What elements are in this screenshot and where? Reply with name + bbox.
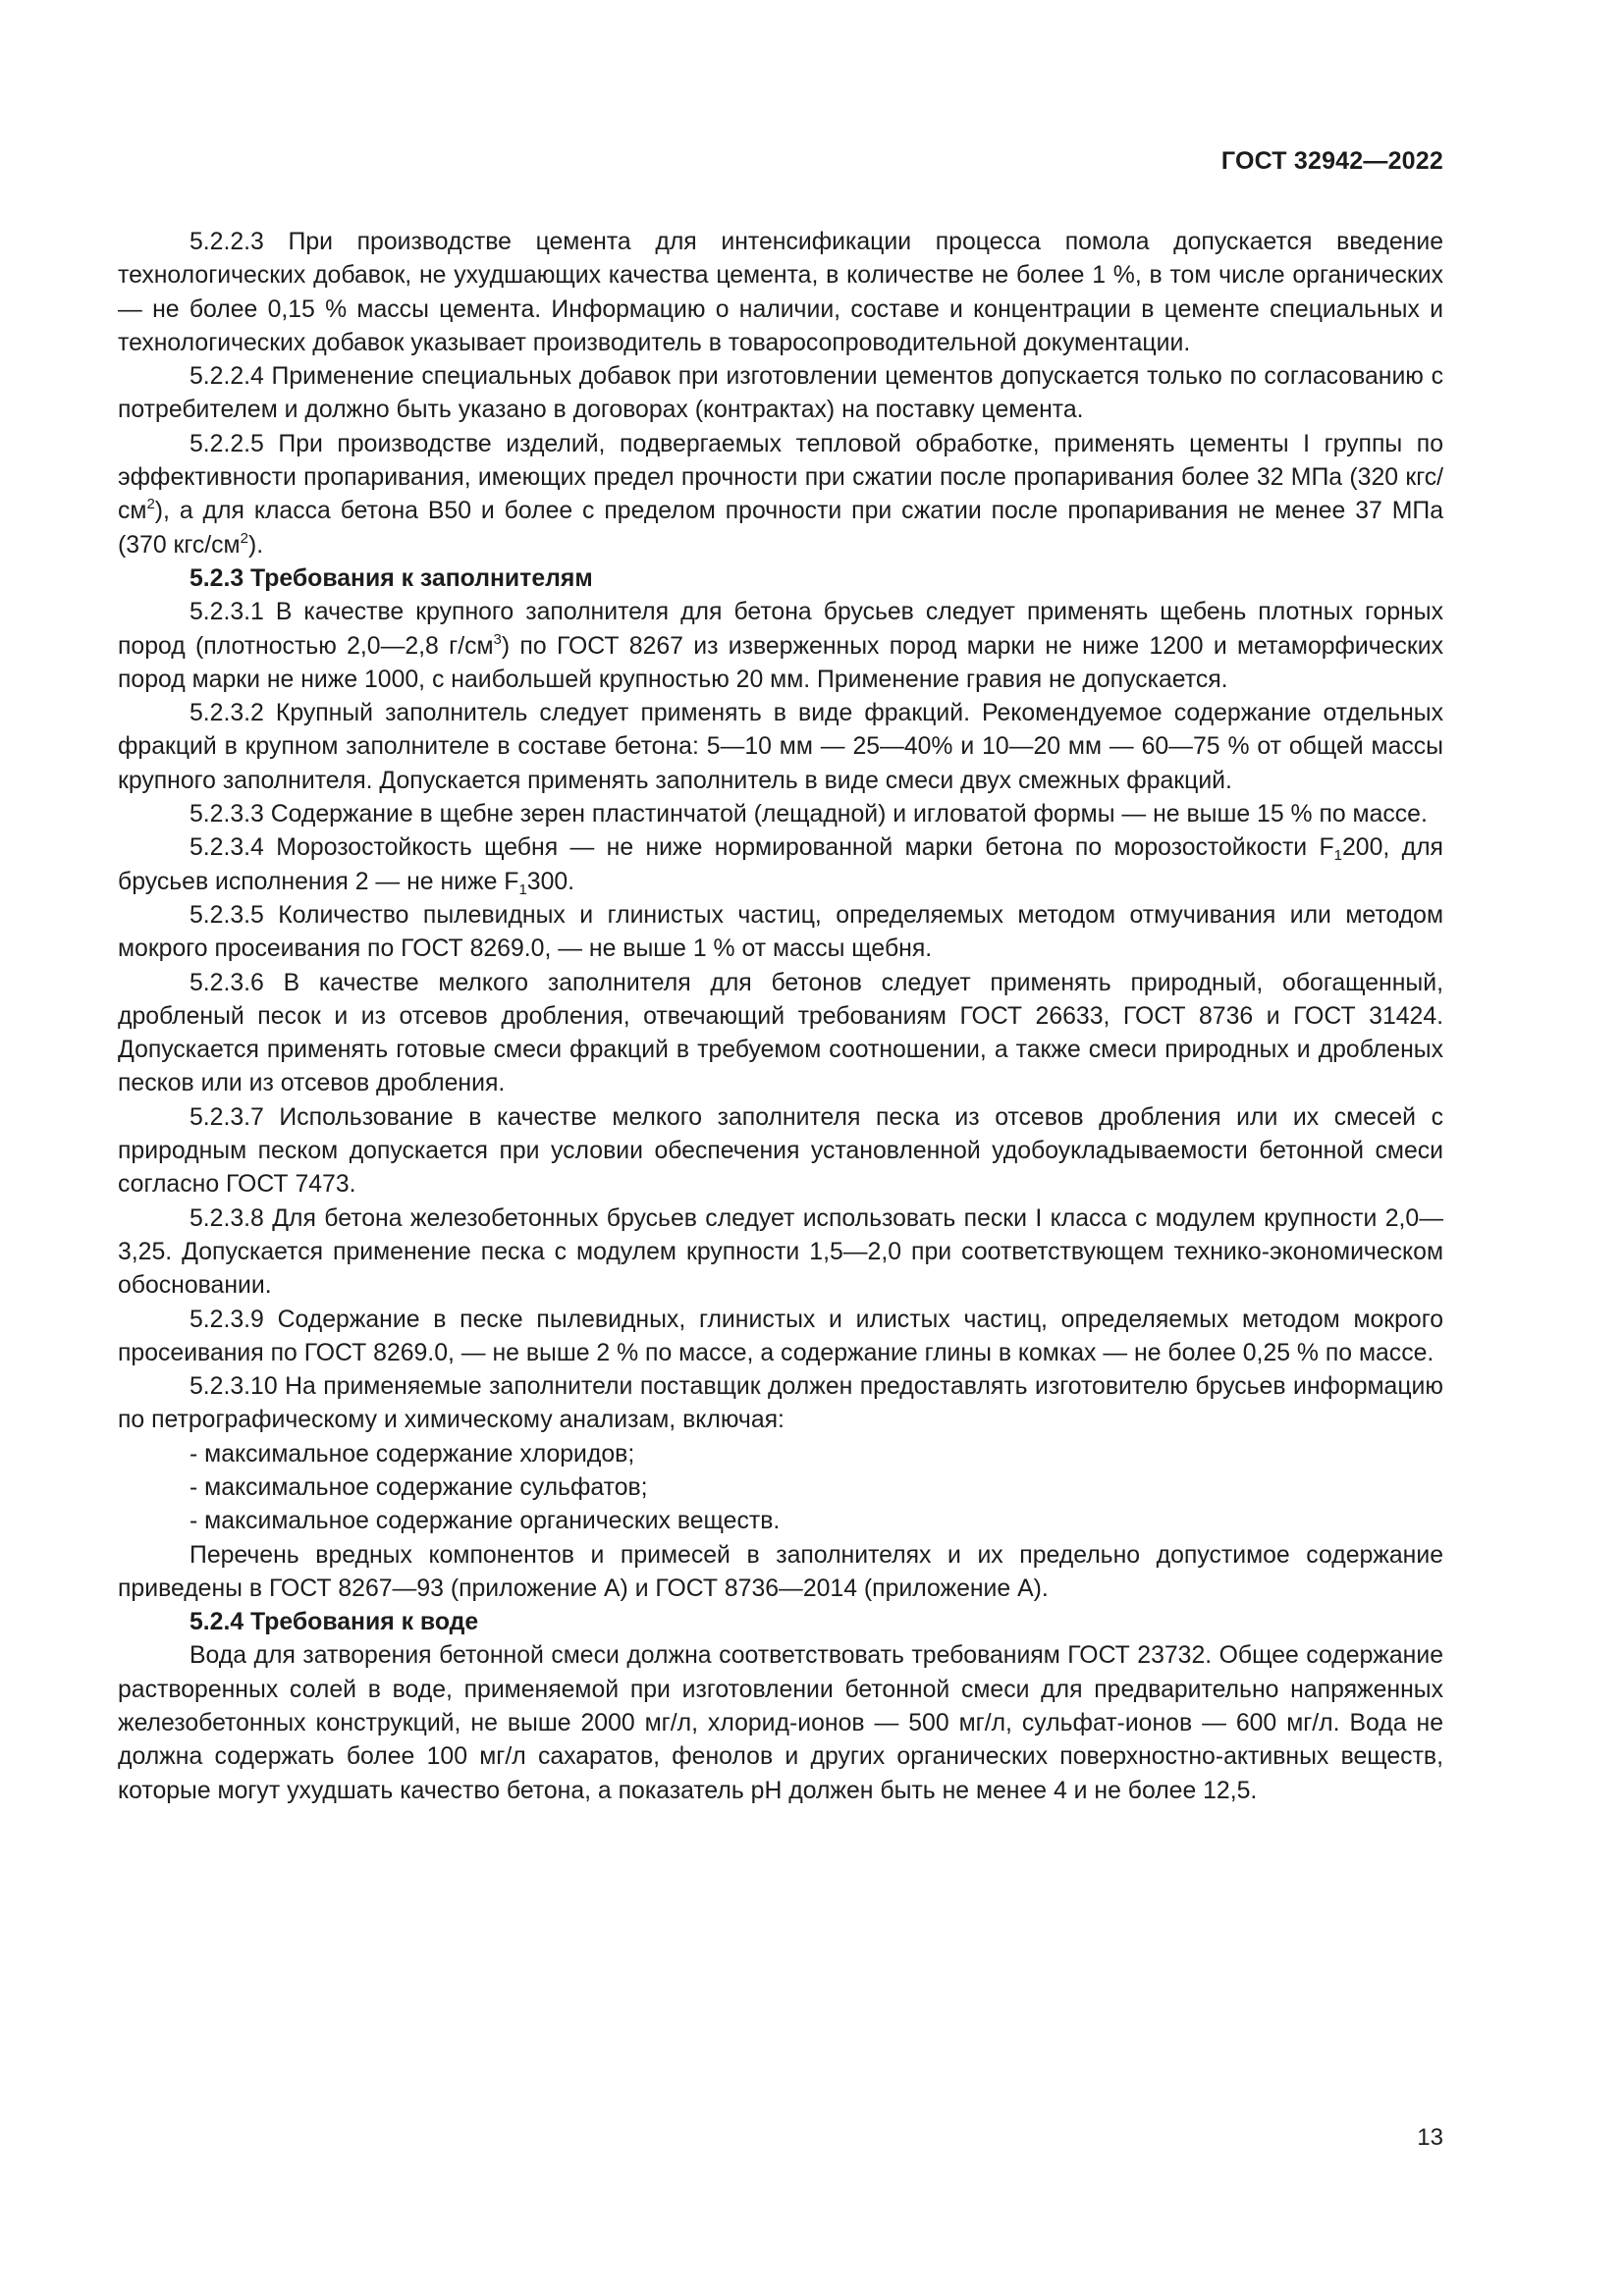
paragraph-5-2-2-5 (118, 428, 1443, 562)
text-run: ). (247, 531, 264, 559)
paragraph-5-2-2-3: 5.2.2.3 При производстве цемента для интенсификации процесса помола допускается введение технологических добавок, не ухудшающих качества цемента, в количестве не более 1 %, в том числе органических — не более 0,15 % массы цемента. Информацию о наличии, составе и концентрации в цементе специальных и технологических добавок указывает производитель в товаросопроводительной документации. (118, 229, 1443, 356)
paragraph-5-2-2-4: 5.2.2.4 Применение специальных добавок при изготовлении цементов допускается только по согласованию с потребителем и должно быть указано в договорах (контрактах) на поставку цемента. (118, 363, 1443, 424)
section-heading-5-2-3: 5.2.3 Требования к заполнителям (189, 564, 593, 592)
text-run: 5.2.2.5 При производстве изделий, подвергаемых тепловой обработке, применять цементы I группы по эффективности пропаривания, имеющих предел прочности при сжатии после пропаривания более 32 МПа (320 кгс/см (118, 430, 1443, 525)
document-header: ГОСТ 32942—2022 (1220, 147, 1443, 175)
paragraph-5-2-3-1 (118, 596, 1443, 697)
paragraph-harmful-components: Перечень вредных компонентов и примесей в заполнителях и их предельно допустимое содержание приведены в ГОСТ 8267—93 (приложение А) и ГОСТ 8736—2014 (приложение А). (118, 1541, 1443, 1602)
superscript: 2 (240, 529, 248, 547)
paragraph-5-2-3-4 (118, 831, 1443, 899)
text-run: 5.2.3.4 Морозостойкость щебня — не ниже нормированной марки бетона по морозостойкости F (189, 834, 1334, 862)
text-run: 5.2.3.1 В качестве крупного заполнителя для бетона брусьев следует применять щебень плотных горных пород (плотностью 2,0—2,8 г/см (118, 599, 1443, 660)
superscript: 3 (493, 630, 502, 648)
document-body (118, 226, 1443, 1808)
list-item: - максимальное содержание органических веществ. (189, 1508, 781, 1535)
page-number: 13 (1417, 2124, 1443, 2151)
paragraph-water: Вода для затворения бетонной смеси должна соответствовать требованиям ГОСТ 23732. Общее содержание растворенных солей в воде, применяемой при изготовлении бетонной смеси для предварительно напряженных железобетонных конструкций, не выше 2000 мг/л, хлорид-ионов — 500 мг/л, сульфат-ионов — 600 мг/л. Вода не должна содержать более 100 мг/л сахаратов, фенолов и других органических поверхностно-активных веществ, которые могут ухудшать качество бетона, а показатель pH должен быть не менее 4 и не более 12,5. (118, 1642, 1443, 1804)
paragraph-5-2-3-9: 5.2.3.9 Содержание в песке пылевидных, глинистых и илистых частиц, определяемых методом мокрого просеивания по ГОСТ 8269.0, — не выше 2 % по массе, а содержание глины в комках — не более 0,25 % по массе. (118, 1306, 1443, 1366)
paragraph-5-2-3-10: 5.2.3.10 На применяемые заполнители поставщик должен предоставлять изготовителю брусьев информацию по петрографическому и химическому анализам, включая: (118, 1373, 1443, 1434)
paragraph-5-2-3-3: 5.2.3.3 Содержание в щебне зерен пластинчатой (лещадной) и игловатой формы — не выше 15 % по массе. (189, 801, 1428, 828)
text-run: 300. (526, 868, 575, 895)
text-run: ) по ГОСТ 8267 из изверженных пород марки не ниже 1200 и метаморфических пород марки не ниже 1000, с наибольшей крупностью 20 мм. Применение гравия не допускается. (118, 632, 1443, 693)
paragraph-5-2-3-6: 5.2.3.6 В качестве мелкого заполнителя для бетонов следует применять природный, обогащенный, дробленый песок и из отсевов дробления, отвечающий требованиям ГОСТ 26633, ГОСТ 8736 и ГОСТ 31424. Допускается применять готовые смеси фракций в требуемом соотношении, а также смеси природных и дробленых песков или из отсевов дробления. (118, 969, 1443, 1097)
paragraph-5-2-3-2: 5.2.3.2 Крупный заполнитель следует применять в виде фракций. Рекомендуемое содержание отдельных фракций в крупном заполнителе в составе бетона: 5—10 мм — 25—40% и 10—20 мм — 60—75 % от общей массы крупного заполнителя. Допускается применять заполнитель в виде смеси двух смежных фракций. (118, 700, 1443, 794)
text-run: 200, для брусьев исполнения 2 — не ниже F (118, 834, 1443, 895)
list-item: - максимальное содержание хлоридов; (189, 1440, 635, 1468)
text-run: ), а для класса бетона В50 и более с пределом прочности при сжатии после пропаривания не менее 37 МПа (370 кгс/см (118, 498, 1443, 559)
paragraph-5-2-3-8: 5.2.3.8 Для бетона железобетонных брусьев следует использовать пески I класса с модулем крупности 2,0—3,25. Допускается применение песка с модулем крупности 1,5—2,0 при соответствующем технико-экономическом обосновании. (118, 1204, 1443, 1300)
subscript: 1 (1333, 847, 1342, 865)
subscript: 1 (518, 881, 527, 898)
paragraph-5-2-3-5: 5.2.3.5 Количество пылевидных и глинистых частиц, определяемых методом отмучивания или методом мокрого просеивания по ГОСТ 8269.0, — не выше 1 % от массы щебня. (118, 901, 1443, 963)
section-heading-5-2-4: 5.2.4 Требования к воде (189, 1609, 479, 1636)
list-item: - максимальное содержание сульфатов; (189, 1473, 648, 1501)
paragraph-5-2-3-7: 5.2.3.7 Использование в качестве мелкого заполнителя песка из отсевов дробления или их смесей с природным песком допускается при условии обеспечения установленной удобоукладываемости бетонной смеси согласно ГОСТ 7473. (118, 1103, 1443, 1199)
superscript: 2 (146, 496, 155, 513)
